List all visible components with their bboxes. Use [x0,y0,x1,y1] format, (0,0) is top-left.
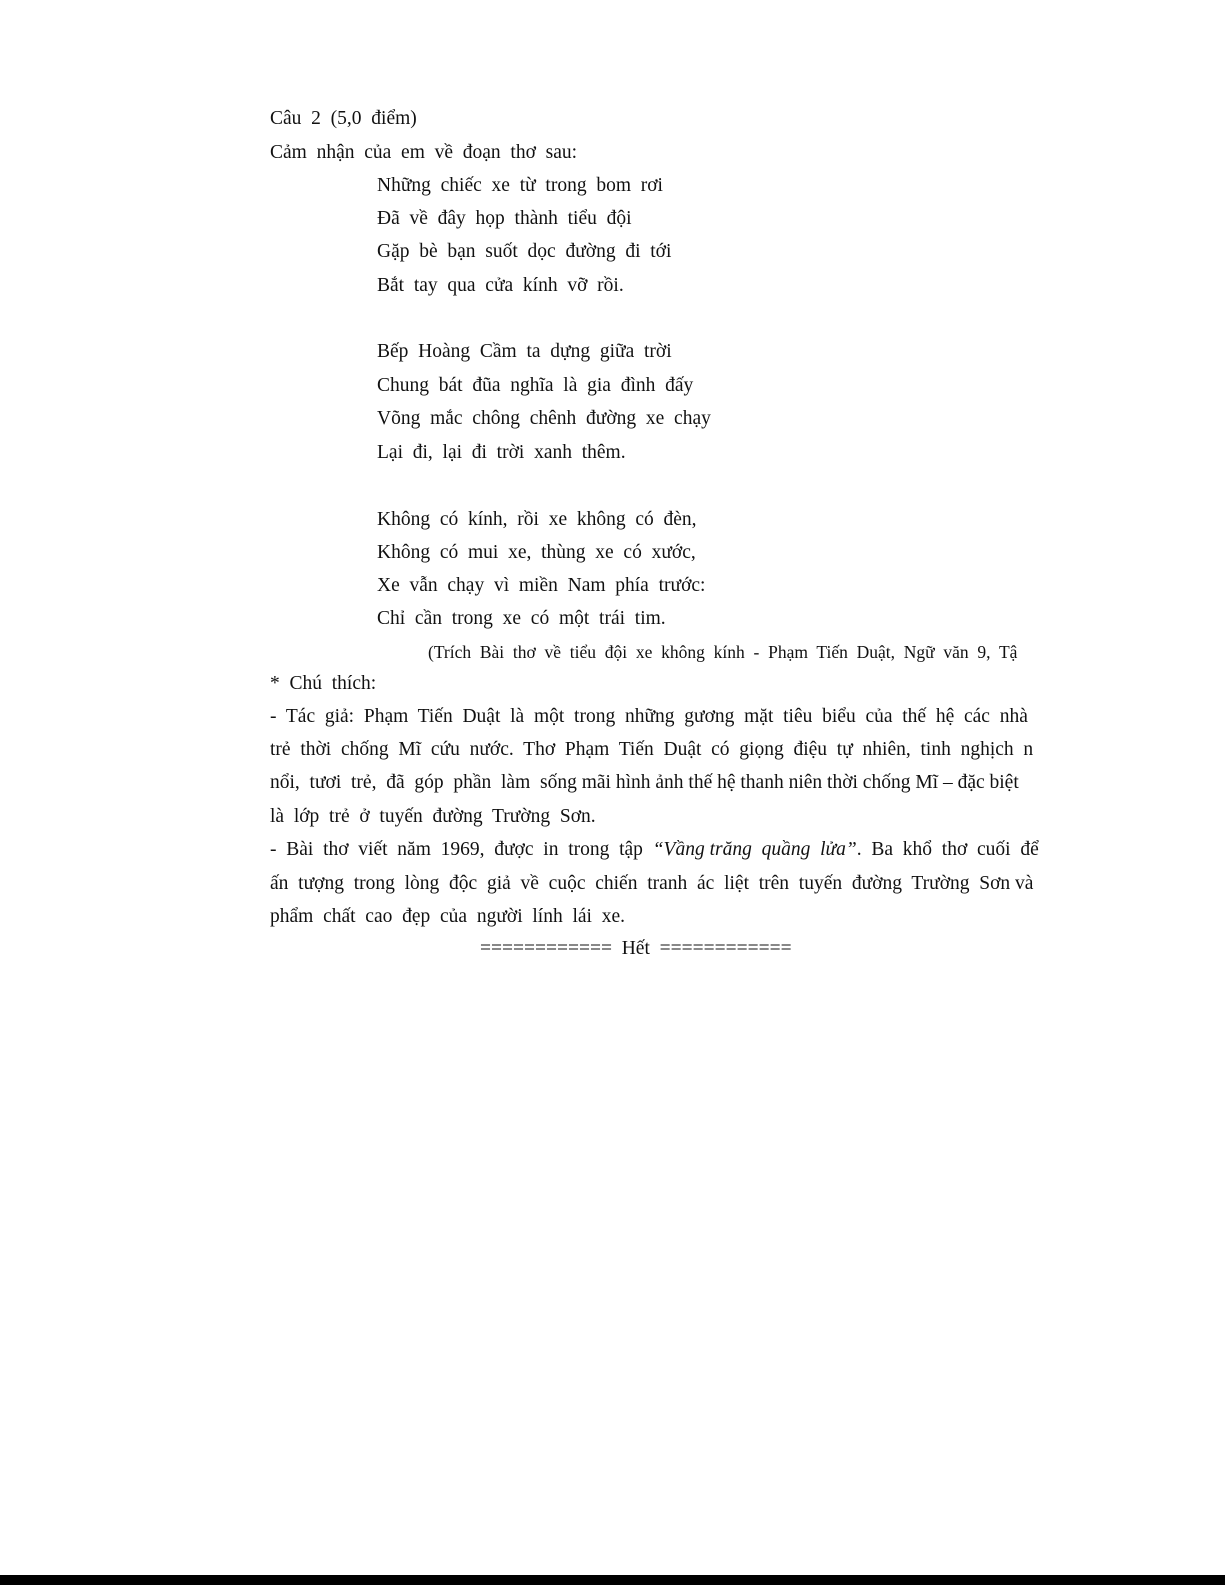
poem-line: Đã về đây họp thành tiểu đội [377,208,632,229]
note-line: - Tác giả: Phạm Tiến Duật là một trong những gương mặt tiêu biểu của thế hệ các nhà [270,706,1028,727]
poem-line: Võng mắc chông chênh đường xe chạy [377,408,711,429]
poem-line: Gặp bè bạn suốt dọc đường đi tới [377,241,672,262]
note-line: là lớp trẻ ở tuyến đường Trường Sơn. [270,806,596,827]
poem-line: Chỉ cần trong xe có một trái tim. [377,608,666,629]
poem-line: Những chiếc xe từ trong bom rơi [377,175,663,196]
poem-line: Không có kính, rồi xe không có đèn, [377,509,697,530]
poem-line: Bắt tay qua cửa kính vỡ rồi. [377,275,624,296]
note-line: phẩm chất cao đẹp của người lính lái xe. [270,906,625,927]
poem-line: Lại đi, lại đi trời xanh thêm. [377,442,626,463]
collection-title: “Vầng trăng quầng lửa” [652,839,857,860]
note-line [270,838,1060,862]
notes-heading: * Chú thích: [270,673,377,694]
poem-line: Chung bát đũa nghĩa là gia đình đấy [377,375,694,396]
poem-line: Xe vẫn chạy vì miền Nam phía trước: [377,575,706,596]
note-text: - Bài thơ viết năm 1969, được in trong tập [270,839,653,860]
end-marker: ============ Hết ============ [480,938,792,959]
poem-line: Không có mui xe, thùng xe có xước, [377,542,696,563]
bottom-scan-border [0,1575,1225,1585]
poem-source: (Trích Bài thơ về tiểu đội xe không kính - Phạm Tiến Duật, Ngữ văn 9, Tậ [428,642,1018,662]
note-line: trẻ thời chống Mĩ cứu nước. Thơ Phạm Tiến Duật có giọng điệu tự nhiên, tinh nghịch n [270,739,1034,760]
note-text: . Ba khổ thơ cuối để [856,839,1039,860]
question-prompt: Cảm nhận của em về đoạn thơ sau: [270,142,578,163]
note-line: ấn tượng trong lòng độc giả về cuộc chiến tranh ác liệt trên tuyến đường Trường Sơn và [270,873,1034,894]
note-line: nổi, tươi trẻ, đã góp phần làm sống mãi hình ảnh thế hệ thanh niên thời chống Mĩ – đặc biệt [270,772,1019,793]
question-heading: Câu 2 (5,0 điểm) [270,108,417,129]
poem-line: Bếp Hoàng Cầm ta dựng giữa trời [377,341,672,362]
